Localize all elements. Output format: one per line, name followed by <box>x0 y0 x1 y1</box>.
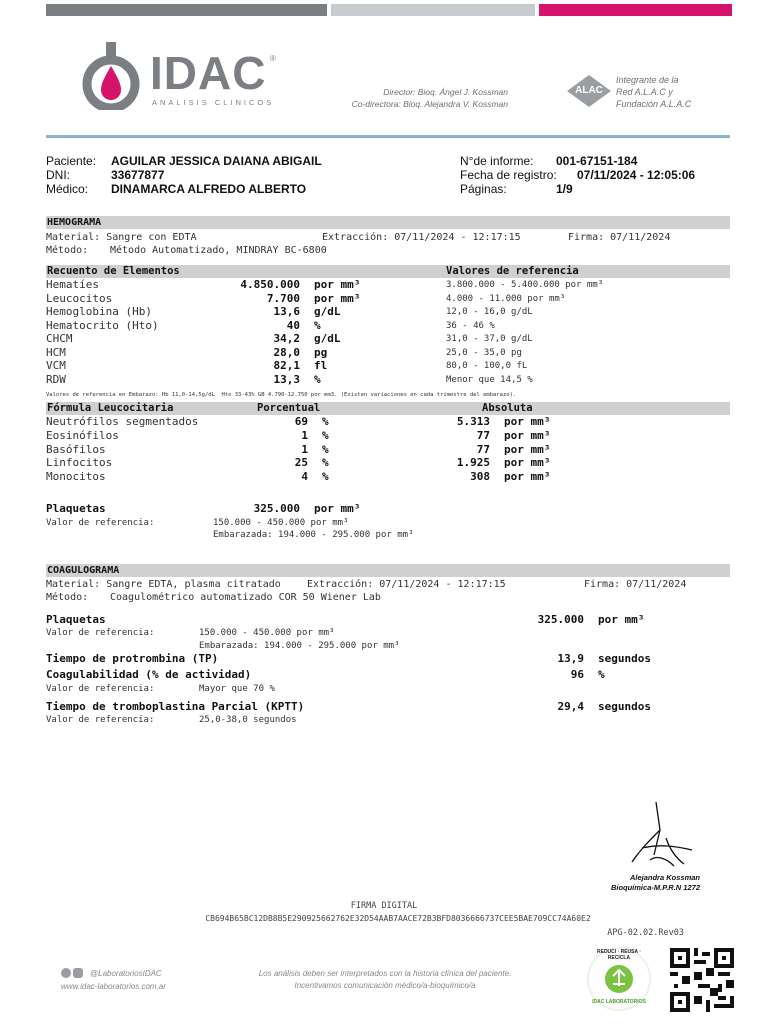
hemograma-material: Material: Sangre con EDTA <box>46 232 197 243</box>
plaquetas-label: Plaquetas <box>46 502 106 515</box>
coag-extraccion: Extracción: 07/11/2024 - 12:17:15 <box>307 579 506 590</box>
formula-row-name: Basófilos <box>46 442 106 456</box>
coag-firma: Firma: 07/11/2024 <box>584 579 687 590</box>
coag-plaquetas-ref: 150.000 - 450.000 por mm³ <box>199 628 335 638</box>
hemograma-row-name: VCM <box>46 359 66 372</box>
paciente-label: Paciente: <box>46 154 97 168</box>
coagulabilidad-value: 96 <box>570 668 584 681</box>
top-bar-light <box>331 4 535 16</box>
formula-row-abs-unit: por mm³ <box>504 428 551 442</box>
top-bar-grey <box>46 4 327 16</box>
formula-row-pct: 4 <box>301 470 308 484</box>
coag-metodo: Coagulométrico automatizado COR 50 Wiener Lab <box>110 592 381 603</box>
hemograma-row-ref: 3.800.000 - 5.400.000 por mm³ <box>446 280 604 290</box>
informe-label: N°de informe: <box>460 154 534 168</box>
alac-text-3: Fundación A.L.A.C <box>616 99 692 109</box>
director: Director: Bioq. Ángel J. Kossman <box>383 87 508 97</box>
hemograma-metodo-label: Método: <box>46 245 89 256</box>
formula-row-abs: 308 <box>470 470 490 484</box>
idac-logo <box>80 40 280 112</box>
fecha-label: Fecha de registro: <box>460 168 557 182</box>
hemograma-firma: Firma: 07/11/2024 <box>568 232 671 243</box>
qr-code-icon <box>670 948 734 1012</box>
formula-row-name: Eosinófilos <box>46 428 119 442</box>
coagulabilidad-label: Coagulabilidad (% de actividad) <box>46 668 252 681</box>
hemograma-row-name: HCM <box>46 345 66 359</box>
hemograma-row-unit: % <box>314 372 321 386</box>
hemograma-row-unit: fl <box>314 359 328 372</box>
social-icons <box>61 968 89 978</box>
formula-row-pct-unit: % <box>322 428 329 442</box>
plaquetas-ref: 150.000 - 450.000 por mm³ <box>213 518 349 528</box>
hemograma-row-value: 13,6 <box>273 305 300 318</box>
formula-row-abs: 77 <box>476 428 490 442</box>
hemograma-row-unit: pg <box>314 345 328 359</box>
header-rule <box>46 135 730 138</box>
formula-row-name: Monocitos <box>46 470 106 484</box>
apg-code: APG-02.02.Rev03 <box>607 928 684 938</box>
brand-registered: ® <box>270 54 276 63</box>
coagulabilidad-unit: % <box>598 668 605 681</box>
formula-row-abs: 77 <box>476 442 490 456</box>
plaquetas-ref2: Embarazada: 194.000 - 295.000 por mm³ <box>213 530 414 540</box>
formula-row-pct: 25 <box>294 456 308 470</box>
hemograma-row-value: 82,1 <box>273 359 300 372</box>
alac-text-2: Red A.L.A.C y <box>616 87 673 97</box>
kptt-value: 29,4 <box>557 700 584 713</box>
hemograma-row-ref: 12,0 - 16,0 g/dL <box>446 307 533 317</box>
formula-row-name: Linfocitos <box>46 456 113 470</box>
brand-tagline: ANALISIS CLINICOS <box>152 98 275 107</box>
hemograma-row-name: Leucocitos <box>46 291 113 305</box>
coag-plaquetas-label: Plaquetas <box>46 613 106 626</box>
formula-row-pct: 69 <box>294 415 308 428</box>
kptt-label: Tiempo de tromboplastina Parcial (KPTT) <box>46 700 305 713</box>
plaquetas-unit: por mm³ <box>314 502 361 515</box>
website[interactable]: www.idac-laboratorios.com.ar <box>61 982 166 991</box>
hemograma-row-unit: g/dL <box>314 305 341 318</box>
formula-row-pct-unit: % <box>322 470 329 484</box>
firma-digital-label: FIRMA DIGITAL <box>350 901 418 911</box>
coag-plaquetas-value: 325.000 <box>537 613 584 626</box>
formula-row-abs-unit: por mm³ <box>504 456 551 470</box>
absoluta-title: Absoluta <box>482 402 533 414</box>
medico-label: Médico: <box>46 182 89 196</box>
top-bar-pink <box>539 4 732 16</box>
hemograma-row-name: Hemoglobina (Hb) <box>46 305 152 318</box>
alac-badge-text: ALAC <box>575 85 603 96</box>
hemograma-row-value: 7.700 <box>266 291 300 305</box>
recycle-seal <box>586 946 652 1012</box>
hemograma-row-value: 34,2 <box>273 332 300 345</box>
hemograma-row-name: CHCM <box>46 332 73 345</box>
formula-row-pct-unit: % <box>322 442 329 456</box>
paginas-label: Páginas: <box>460 182 507 196</box>
coagulabilidad-ref: Mayor que 70 % <box>199 684 275 694</box>
fecha-value: 07/11/2024 - 12:05:06 <box>577 168 696 182</box>
hemograma-row-value: 28,0 <box>273 345 300 359</box>
footer-note-2: Incentivamos comunicación médico/a-bioquímico/a <box>294 981 476 990</box>
hemograma-row-value: 4.850.000 <box>240 278 300 291</box>
tp-label: Tiempo de protrombina (TP) <box>46 652 219 665</box>
hemograma-row-value: 13,3 <box>273 372 300 386</box>
tp-value: 13,9 <box>557 652 584 665</box>
formula-row-abs-unit: por mm³ <box>504 442 551 456</box>
formula-row-pct-unit: % <box>322 456 329 470</box>
formula-row-pct: 1 <box>301 442 308 456</box>
kptt-ref: 25,0-38,0 segundos <box>199 715 297 725</box>
hemograma-row-unit: g/dL <box>314 332 341 345</box>
hemograma-extraccion: Extracción: 07/11/2024 - 12:17:15 <box>322 232 521 243</box>
qr-code[interactable] <box>670 948 734 1012</box>
hemograma-row-unit: % <box>314 318 321 332</box>
brand-name: IDAC <box>150 47 267 99</box>
medico-value: DINAMARCA ALFREDO ALBERTO <box>111 182 307 196</box>
formula-row-abs: 1.925 <box>456 456 490 470</box>
footer-note-1: Los análisis deben ser interpretados con la historia clínica del paciente. <box>258 969 512 978</box>
tp-unit: segundos <box>598 652 651 665</box>
ref-title: Valores de referencia <box>446 265 579 277</box>
dni-label: DNI: <box>46 168 70 182</box>
hemograma-row-ref: Menor que 14,5 % <box>446 374 533 385</box>
firma-digital-hash: CB694B65BC12DB8B5E290925662762E32D54AAB7AACE72B3BFD8036666737CEE5BAE709CC74A60E2 <box>205 914 591 923</box>
drop-logo-icon <box>80 40 142 110</box>
formula-row-abs: 5.313 <box>456 415 490 428</box>
formula-row-name: Neutrófilos segmentados <box>46 415 199 428</box>
kptt-ref-label: Valor de referencia: <box>46 715 155 725</box>
hemograma-row-ref: 36 - 46 % <box>446 320 495 331</box>
alac-text-1: Integrante de la <box>616 75 679 85</box>
plaquetas-value: 325.000 <box>253 502 300 515</box>
porcentual-title: Porcentual <box>257 402 321 414</box>
embarazo-note: Valores de referencia en Embarazo: Hb 11,0-14,5g/dL Hto 33-43% GB 4.790-12.750 por mm3. (Existen variaciones en cada trimestre del embarazo). <box>46 392 517 398</box>
alac-badge <box>566 74 612 108</box>
kptt-unit: segundos <box>598 700 651 713</box>
coagulograma-bar <box>46 564 730 577</box>
facebook-icon[interactable] <box>61 968 71 978</box>
coag-plaquetas-ref2: Embarazada: 194.000 - 295.000 por mm³ <box>199 641 400 651</box>
paginas-value: 1/9 <box>556 182 573 196</box>
plaquetas-ref-label: Valor de referencia: <box>46 518 155 528</box>
hemograma-bar <box>46 216 730 229</box>
dni-value: 33677877 <box>111 168 165 182</box>
formula-title: Fórmula Leucocitaria <box>47 402 174 414</box>
coag-plaquetas-ref-label: Valor de referencia: <box>46 628 155 638</box>
coagulograma-title: COAGULOGRAMA <box>47 565 120 576</box>
signature-name: Alejandra Kossman <box>629 873 700 882</box>
hemograma-row-name: RDW <box>46 372 66 386</box>
coag-metodo-label: Método: <box>46 592 89 603</box>
coag-material: Material: Sangre EDTA, plasma citratado <box>46 579 281 590</box>
codirector: Co-directora: Bioq. Alejandra V. Kossman <box>351 99 508 109</box>
informe-value: 001-67151-184 <box>556 154 638 168</box>
formula-row-abs-unit: por mm³ <box>504 470 551 484</box>
recuento-title: Recuento de Elementos <box>47 265 180 277</box>
hemograma-row-ref: 4.000 - 11.000 por mm³ <box>446 293 566 304</box>
hemograma-row-value: 40 <box>286 318 300 332</box>
hemograma-row-unit: por mm³ <box>314 291 361 305</box>
hemograma-row-unit: por mm³ <box>314 278 361 291</box>
formula-row-pct: 1 <box>301 428 308 442</box>
formula-row-abs-unit: por mm³ <box>504 415 551 428</box>
coagulabilidad-ref-label: Valor de referencia: <box>46 684 155 694</box>
hemograma-row-name: Hematocrito (Hto) <box>46 318 159 332</box>
recycle-top-text: REDUCI · REUSA · RECICLA <box>597 949 641 961</box>
hemograma-title: HEMOGRAMA <box>47 217 102 228</box>
handwritten-signature <box>620 800 700 874</box>
paciente-value: AGUILAR JESSICA DAIANA ABIGAIL <box>111 154 322 168</box>
formula-row-pct-unit: % <box>322 415 329 428</box>
hemograma-row-ref: 25,0 - 35,0 pg <box>446 347 522 358</box>
coag-plaquetas-unit: por mm³ <box>598 613 645 626</box>
signature-title: Bioquímica-M.P.R.N 1272 <box>610 883 700 892</box>
hemograma-row-ref: 80,0 - 100,0 fL <box>446 361 528 371</box>
hemograma-row-name: Hematíes <box>46 278 99 291</box>
hemograma-row-ref: 31,0 - 37,0 g/dL <box>446 334 533 344</box>
instagram-icon[interactable] <box>73 968 83 978</box>
recycle-bottom-text: IDAC LABORATORIOS <box>592 999 646 1005</box>
social-handle[interactable]: @LaboratoriosIDAC <box>90 969 162 978</box>
hemograma-metodo: Método Automatizado, MINDRAY BC-6800 <box>110 245 327 256</box>
